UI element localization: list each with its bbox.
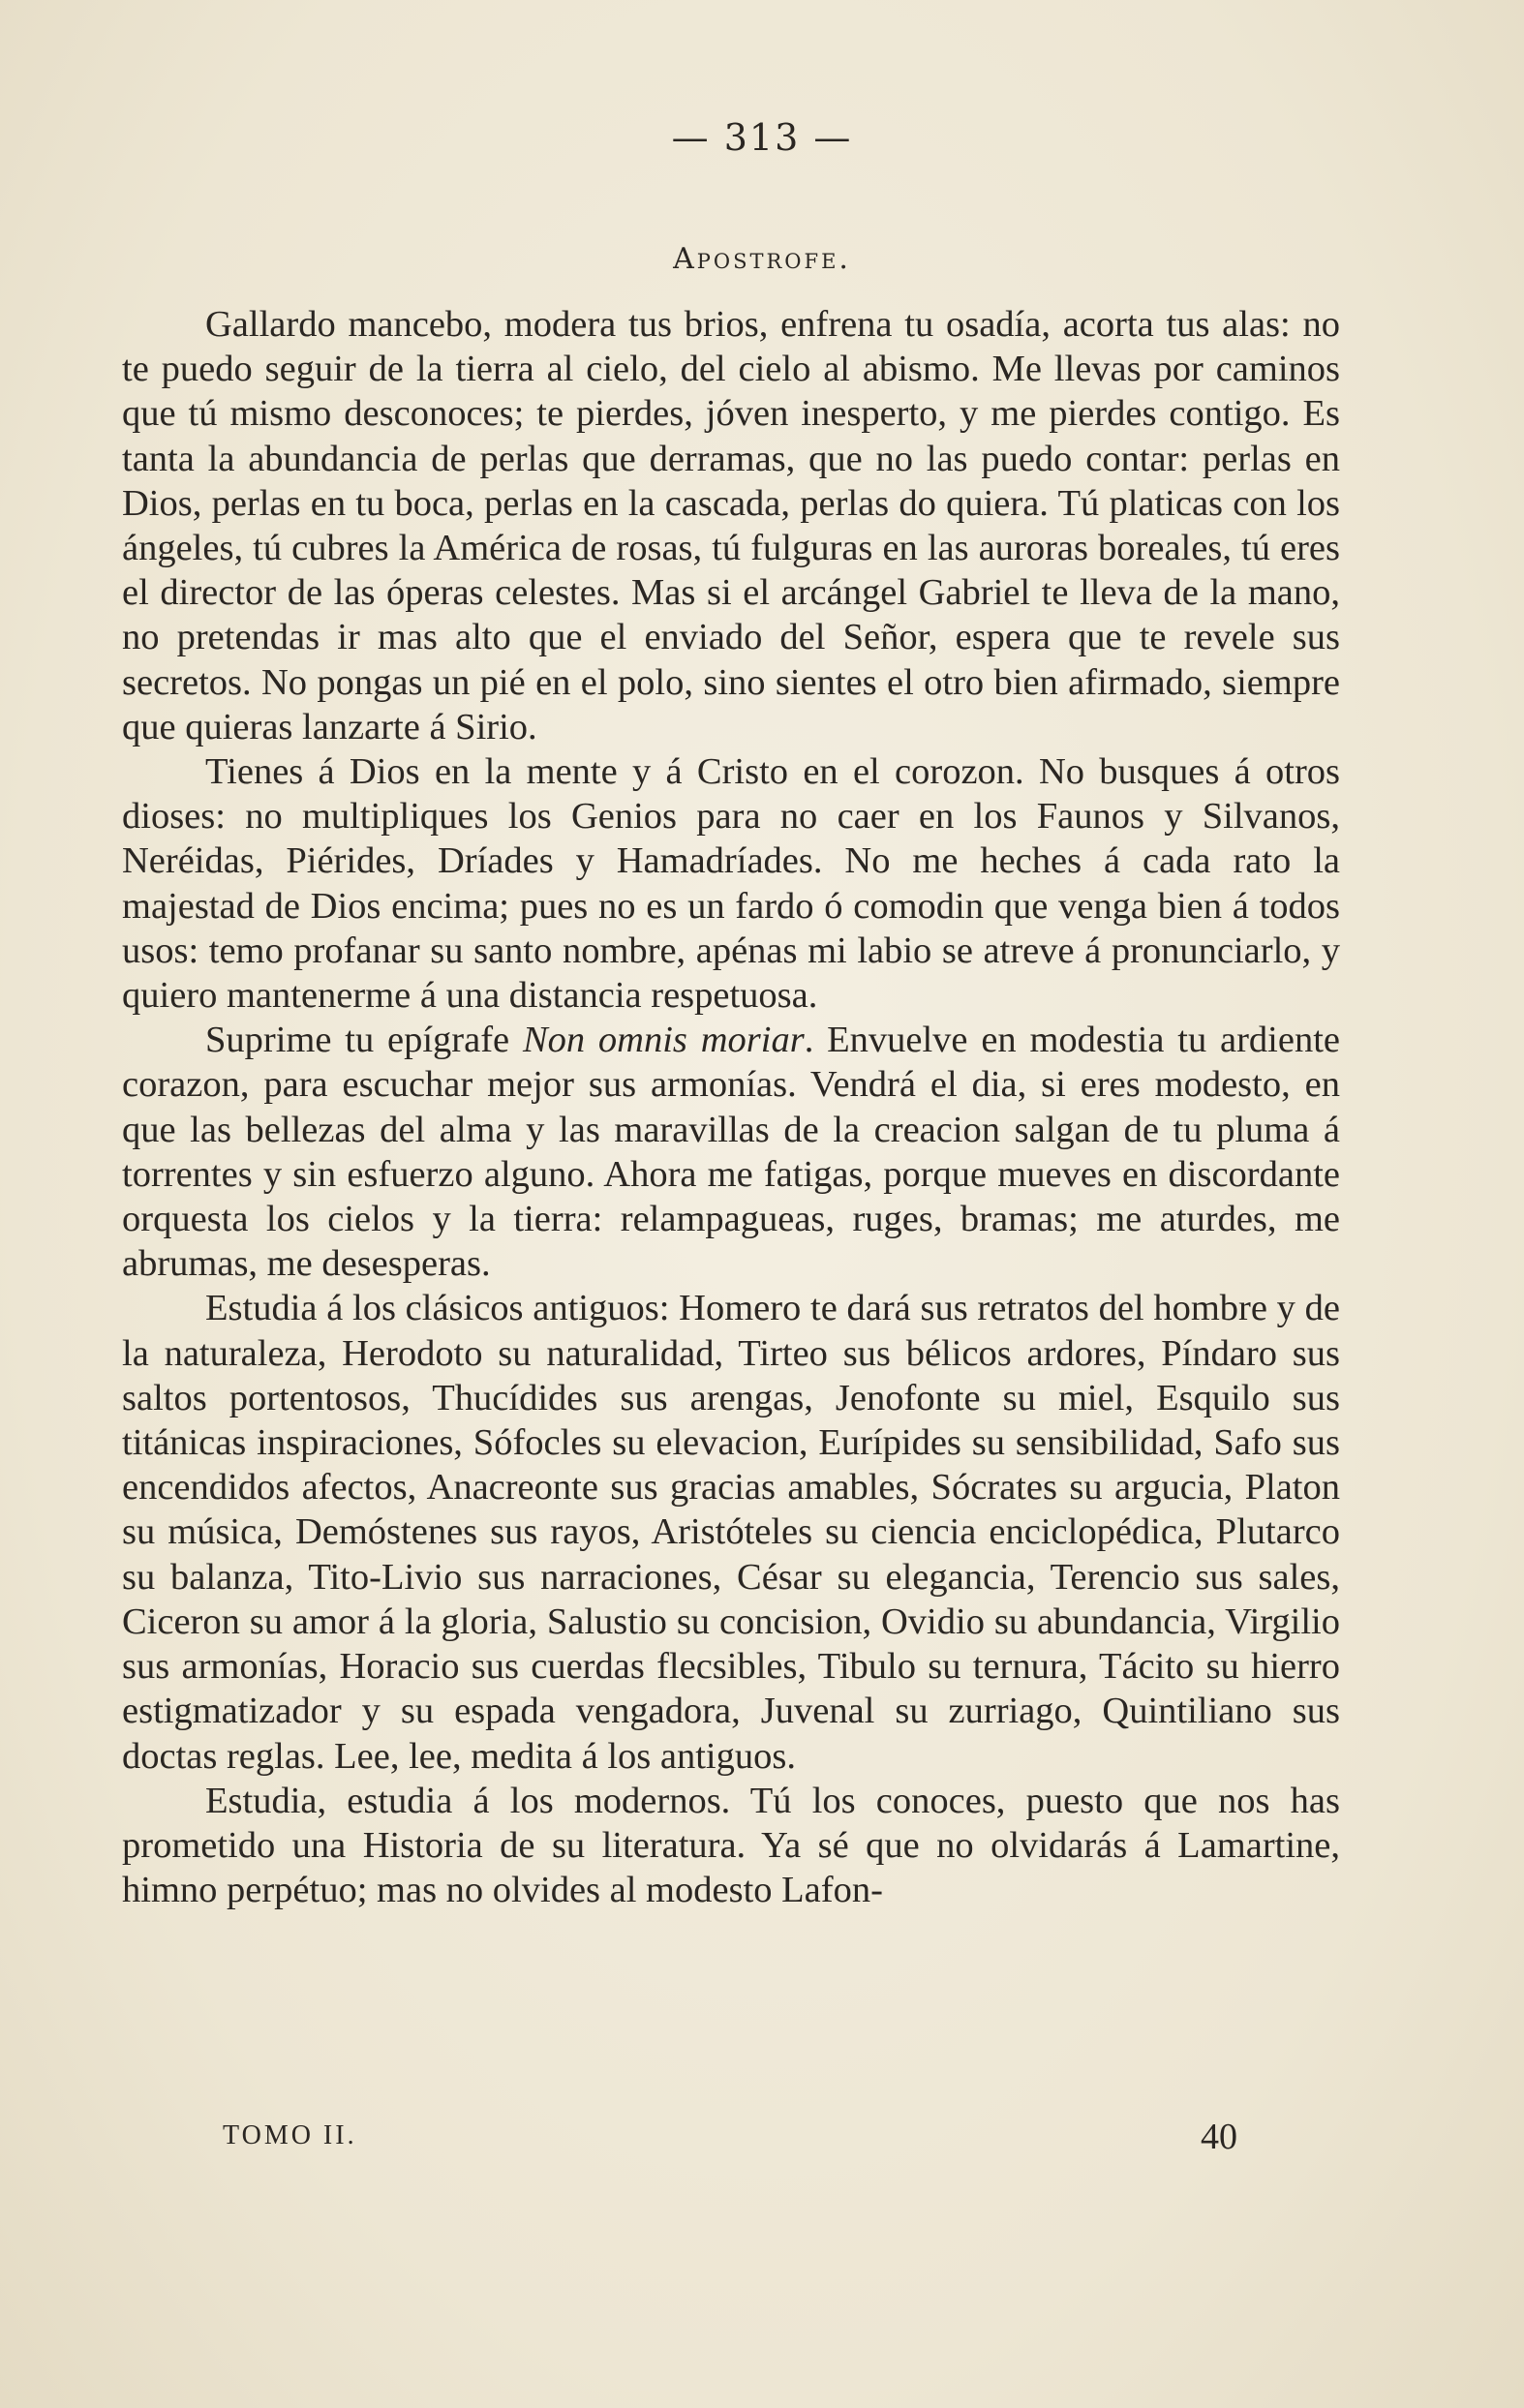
signature-mark: 40 [1201, 2117, 1237, 2157]
volume-label: TOMO II. [223, 2120, 357, 2150]
paragraph-1: Gallardo mancebo, modera tus brios, enfrena tu osadía, acorta tus alas: no te puedo seguir de la tierra al cielo, del cielo al abismo. Me llevas por caminos que tú mismo desconoces; te pierdes, jóven inesperto, y me pierdes contigo. Es tanta la abundancia de perlas que derramas, que no las puedo contar: perlas en Dios, perlas en tu boca, perlas en la cascada, perlas do quiera. Tú platicas con los ángeles, tú cubres la América de rosas, tú fulguras en las auroras boreales, tú eres el director de las óperas celestes. Mas si el arcángel Gabriel te lleva de la mano, no pretendas ir mas alto que el enviado del Señor, espera que te revele sus secretos. No pongas un pié en el polo, sino sientes el otro bien afirmado, siempre que quieras lanzarte á Sirio. [122, 304, 1340, 747]
paragraph-2: Tienes á Dios en la mente y á Cristo en el corozon. No busques á otros dioses: no multipliques los Genios para no caer en los Faunos y Silvanos, Neréidas, Piérides, Dríades y Hamadríades. No me heches á cada rato la majestad de Dios encima; pues no es un fardo ó comodin que venga bien á todos usos: temo profanar su santo nombre, apénas mi labio se atreve á pronunciarlo, y quiero mantenerme á una distancia respetuosa. [122, 751, 1340, 1017]
paragraph-5: Estudia, estudia á los modernos. Tú los conoces, puesto que nos has prometido una Historia de su literatura. Ya sé que no olvidarás á Lamartine, himno perpétuo; mas no olvides al modesto Lafon- [122, 1780, 1340, 1911]
section-title: Apostrofe. [673, 242, 851, 276]
paragraph-3-before: Suprime tu epígrafe [205, 1020, 523, 1061]
paragraph-3 [122, 1018, 1340, 1286]
page-number: — 313 — [671, 116, 853, 159]
paragraph-4: Estudia á los clásicos antiguos: Homero te dará sus retratos del hombre y de la naturaleza, Herodoto su naturalidad, Tirteo sus bélicos ardores, Píndaro sus saltos portentosos, Thucídides sus arengas, Jenofonte su miel, Esquilo sus titánicas inspiraciones, Sófocles su elevacion, Eurípides su sensibilidad, Safo sus encendidos afectos, Anacreonte sus gracias amables, Sócrates su argucia, Platon su música, Demóstenes sus rayos, Aristóteles su ciencia enciclopédica, Plutarco su balanza, Tito-Livio sus narraciones, César su elegancia, Terencio sus sales, Ciceron su amor á la gloria, Salustio su concision, Ovidio su abundancia, Virgilio sus armonías, Horacio sus cuerdas flecsibles, Tibulo su ternura, Tácito su hierro estigmatizador y su espada vengadora, Juvenal su zurriago, Quintiliano sus doctas reglas. Lee, lee, medita á los antiguos. [122, 1288, 1340, 1777]
text-body [122, 302, 1340, 1912]
paragraph-3-after: . Envuelve en modestia tu ardiente corazon, para escuchar mejor sus armonías. Vendrá el dia, si eres modesto, en que las bellezas del alma y las maravillas de la creacion salgan de tu pluma á torrentes y sin esfuerzo alguno. Ahora me fatigas, porque mueves en discordante orquesta los cielos y la tierra: relampagueas, ruges, bramas; me aturdes, me abrumas, me desesperas. [122, 1020, 1340, 1285]
epigraph: Non omnis moriar [522, 1020, 805, 1061]
